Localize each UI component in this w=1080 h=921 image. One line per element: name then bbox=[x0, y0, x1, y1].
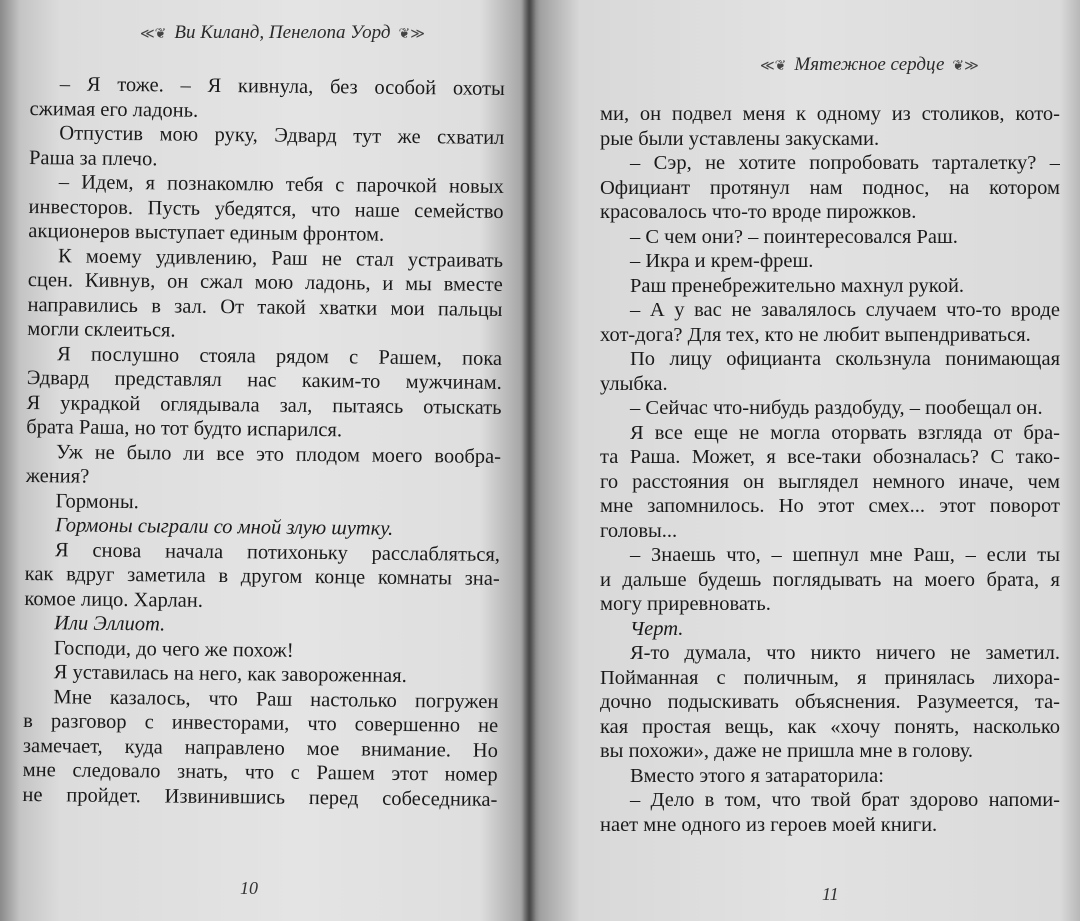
book-title: Мятежное сердце bbox=[794, 54, 945, 75]
text-line: сцен. Кивнув, он сжал мою ладонь, и мы вместе bbox=[27, 268, 503, 296]
text-line: сжимая его ладонь. bbox=[29, 97, 199, 122]
text-line: мне запомнилось. Но этот смех... этот поворот bbox=[600, 495, 1060, 517]
text-line: Гормоны сыграли со мной злую шутку. bbox=[55, 514, 394, 540]
text-line: Раша за плечо. bbox=[28, 146, 158, 170]
text-line: По лицу официанта скользнула понимающая bbox=[630, 348, 1060, 370]
right-page bbox=[532, 0, 1080, 921]
text-line: инвесторов. Пусть убедятся, что наше семейство bbox=[28, 195, 504, 223]
text-line: хот-дога? Для тех, кто не любит выпендриваться. bbox=[600, 323, 1031, 346]
text-line: Гормоны. bbox=[55, 489, 139, 513]
left-ornament-end-icon: ❦≫ bbox=[398, 27, 425, 42]
text-line: – Я тоже. – Я кивнула, без особой охоты bbox=[59, 73, 505, 100]
text-line: комое лицо. Харлан. bbox=[24, 587, 204, 612]
text-line: Я-то думала, что никто ничего не заметил. bbox=[630, 642, 1060, 664]
text-line: в разговор с инвесторами, что совершенно не bbox=[23, 709, 499, 737]
text-line: – Знаешь что, – шепнул мне Раш, – если ты bbox=[630, 544, 1060, 566]
text-line: как вдруг заметила в другом конце комнаты зна- bbox=[24, 562, 500, 590]
text-line: могу приревновать. bbox=[600, 593, 771, 615]
text-line: Я послушно стояла рядом с Рашем, пока bbox=[56, 342, 503, 370]
right-page-text bbox=[600, 102, 1060, 837]
text-line: – Сейчас что-нибудь раздобуду, – пообещал он. bbox=[630, 397, 1043, 419]
text-line: – Икра и крем-фреш. bbox=[630, 250, 814, 272]
text-line: рые были уставлены закусками. bbox=[600, 127, 880, 150]
text-line: направились в зал. От такой хватки мои пальцы bbox=[27, 293, 503, 321]
text-line: красовалось что-то вроде пирожков. bbox=[600, 201, 917, 223]
text-line: брата Раша, но тот будто испарился. bbox=[26, 415, 343, 442]
left-page bbox=[0, 0, 530, 921]
text-line: Я уставилась на него, как завороженная. bbox=[53, 661, 407, 687]
text-line: Мне казалось, что Раш настолько погружен bbox=[53, 685, 499, 713]
left-running-head bbox=[132, 22, 433, 44]
left-page-number: 10 bbox=[240, 878, 258, 898]
text-line: К моему удивлению, Раш не стал устраивать bbox=[57, 244, 504, 272]
text-line: – Идем, я познакомлю тебя с парочкой новых bbox=[58, 171, 504, 198]
right-ornament-icon: ≪❦ bbox=[760, 59, 787, 74]
text-line: ми, он подвел меня к одному из столиков, кото- bbox=[600, 103, 1060, 125]
text-line: – А у вас не завалялось случаем что-то вроде bbox=[630, 299, 1060, 321]
text-line: – С чем они? – поинтересовался Раш. bbox=[630, 225, 958, 248]
left-ornament-icon: ≪❦ bbox=[140, 27, 167, 42]
text-line: кая простая вещь, как «хочу понять, насколько bbox=[600, 715, 1060, 738]
text-line: Вместо этого я затараторила: bbox=[630, 764, 884, 787]
text-line: – Дело в том, что твой брат здорово напоми- bbox=[630, 789, 1060, 811]
right-page-number: 11 bbox=[822, 884, 839, 904]
text-line: мне следовало знать, что с Рашем этот номер bbox=[22, 758, 498, 786]
text-line: не пройдет. Извинившись перед собеседника- bbox=[22, 783, 498, 811]
text-line: акционеров выступает единым фронтом. bbox=[28, 219, 385, 246]
left-page-text bbox=[22, 72, 505, 812]
text-line: жения? bbox=[25, 464, 90, 488]
right-running-head bbox=[752, 54, 987, 76]
text-line: та Раша. Может, я все-таки обозналась? С тако- bbox=[600, 446, 1060, 468]
text-line: Я украдкой оглядывала зал, пытаясь отыскать bbox=[26, 391, 502, 419]
text-line: дочно подыскивать объяснения. Разумеется, та- bbox=[600, 691, 1060, 713]
text-line: Официант протянул нам поднос, на котором bbox=[600, 176, 1060, 199]
text-line: Пойманная с поличным, я принялась лихора- bbox=[600, 666, 1060, 689]
text-line: Господи, до чего же похож! bbox=[53, 636, 294, 662]
right-ornament-end-icon: ❦≫ bbox=[952, 59, 979, 74]
text-line: Я снова начала потихоньку расслабляться, bbox=[54, 538, 501, 566]
text-line: Отпустив мою руку, Эдвард тут же схватил bbox=[59, 122, 505, 149]
text-line: – Сэр, не хотите попробовать тарталетку? – bbox=[630, 152, 1060, 174]
text-line: Я все еще не могла оторвать взгляда от бра- bbox=[630, 421, 1060, 444]
text-line: Эдвард представлял нас каким-то мужчинам. bbox=[26, 366, 502, 394]
text-line: нает мне одного из героев моей книги. bbox=[600, 813, 938, 836]
text-line: замечает, куда направлено мое внимание. Но bbox=[22, 734, 499, 762]
text-line: Черт. bbox=[630, 617, 684, 640]
text-line: Раш пренебрежительно махнул рукой. bbox=[630, 274, 965, 297]
text-line: могли склеиться. bbox=[27, 317, 176, 342]
author-names: Ви Киланд, Пенелопа Уорд bbox=[174, 22, 391, 43]
text-line: го расстояния он выглядел немного иначе, чем bbox=[600, 470, 1060, 493]
text-line: Или Эллиот. bbox=[54, 612, 166, 636]
text-line: и дальше будешь поглядывать на моего брата, я bbox=[600, 568, 1060, 591]
text-line: Уж не было ли все это плодом моего вообра- bbox=[55, 440, 502, 468]
text-line: улыбка. bbox=[600, 372, 668, 395]
text-line: вы похожи», даже не пришла мне в голову. bbox=[600, 740, 974, 762]
text-line: головы... bbox=[600, 519, 678, 542]
